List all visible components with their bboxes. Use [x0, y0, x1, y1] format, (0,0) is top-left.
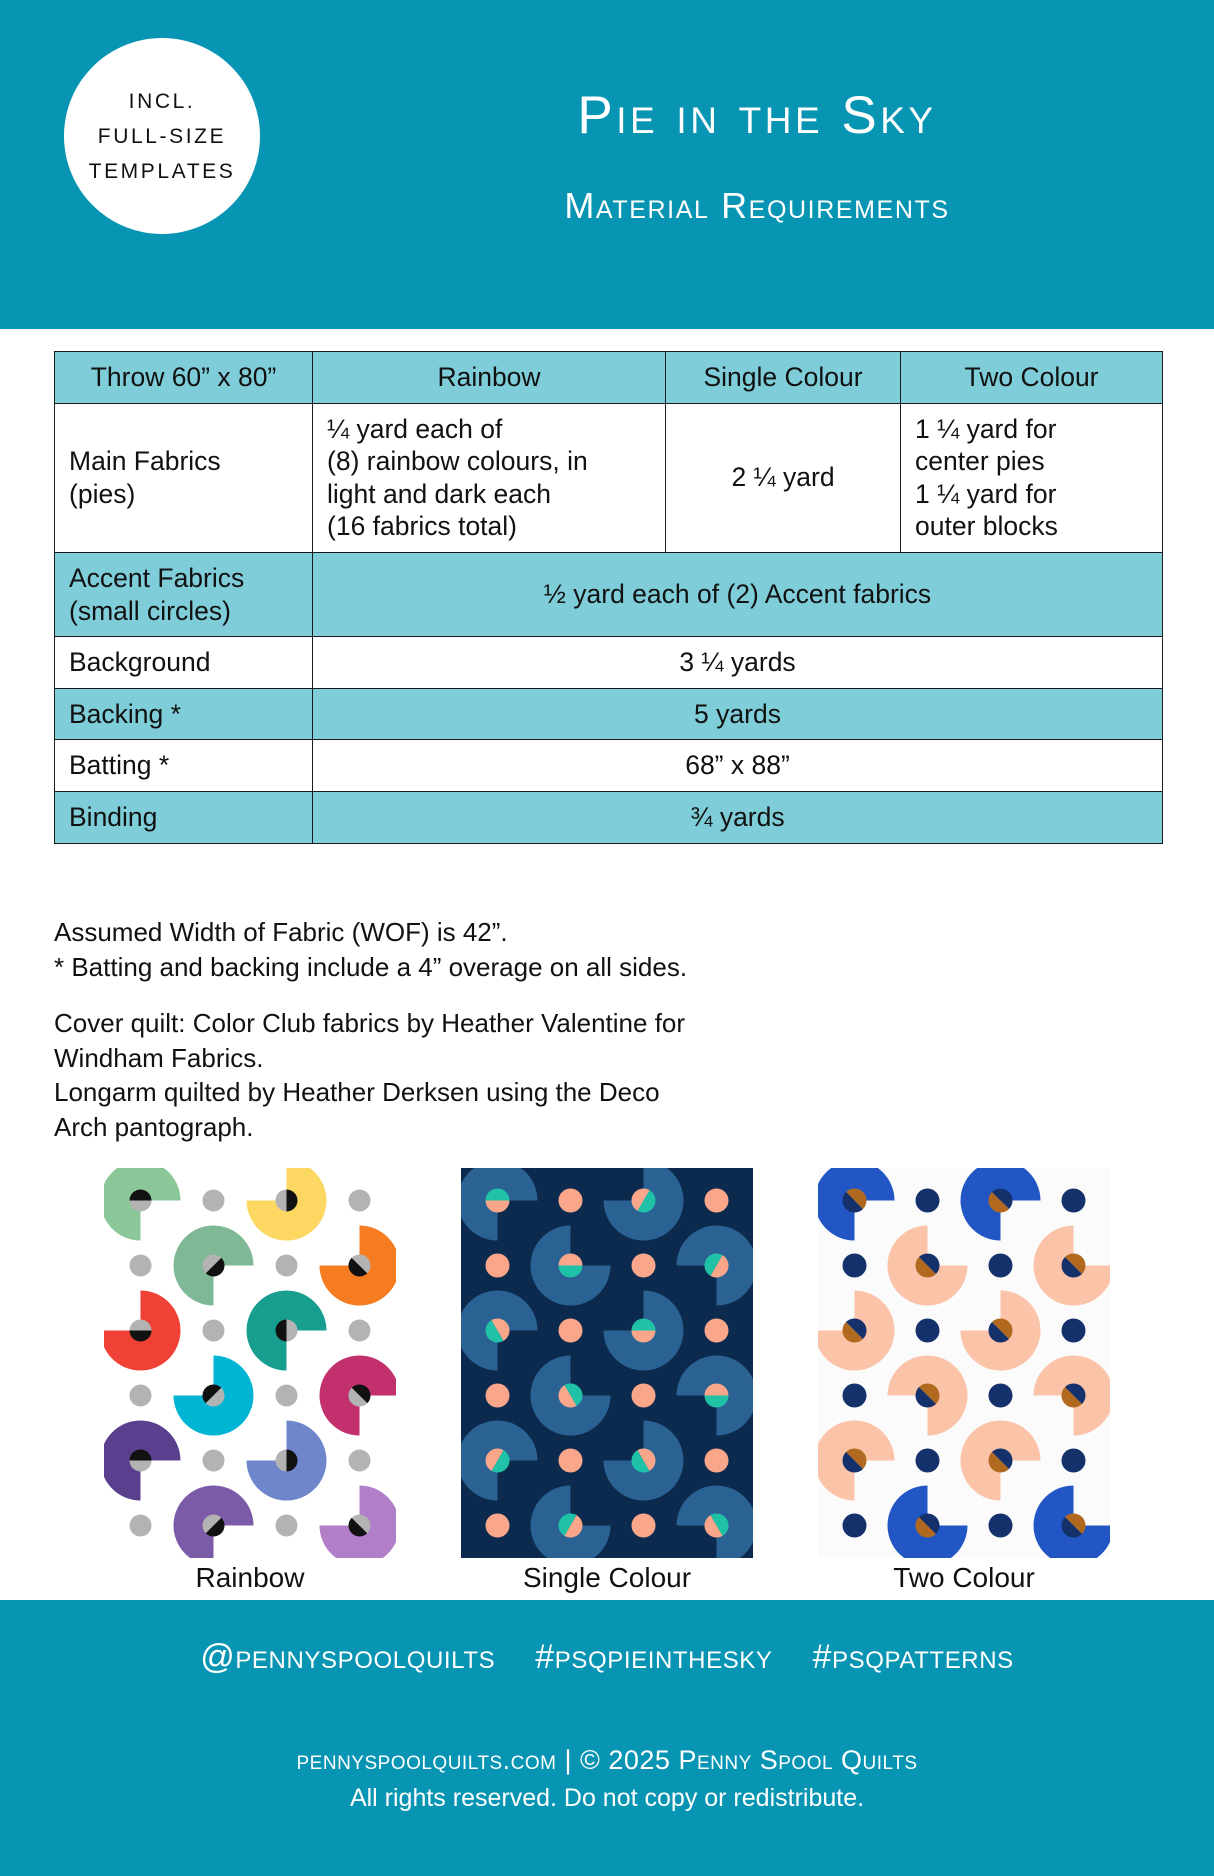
quilt-image-single-colour: [461, 1168, 753, 1558]
cell-backing-value: 5 yards: [313, 688, 1163, 740]
quilt-image-rainbow: [104, 1168, 396, 1558]
page-title: Pie in the Sky: [577, 86, 937, 145]
quilt-gallery: [0, 1168, 1214, 1593]
page-subtitle: Material Requirements: [564, 185, 950, 226]
note-longarm-1: Longarm quilted by Heather Derksen using the Deco: [54, 1077, 660, 1108]
quilt-caption-two-colour: Two Colour: [893, 1562, 1035, 1593]
rights-line: All rights reserved. Do not copy or redistribute.: [349, 1784, 865, 1813]
row-label-background: Background: [55, 637, 313, 689]
column-header-single-colour: Single Colour: [666, 352, 901, 404]
badge-line-2: FULL-SIZE: [97, 124, 227, 148]
note-longarm-2: Arch pantograph.: [54, 1111, 254, 1142]
cell-main-rainbow: ¼ yard each of (8) rainbow colours, in light and dark each (16 fabrics total): [313, 403, 666, 552]
copyright-line: pennyspoolquilts.com | © 2025 Penny Spool Quilts: [296, 1745, 918, 1775]
social-hashtag-patterns[interactable]: #psqpatterns: [812, 1638, 1014, 1676]
row-label-batting: Batting *: [55, 740, 313, 792]
social-handles: [200, 1638, 1014, 1677]
quilt-caption-rainbow: Rainbow: [195, 1562, 305, 1593]
page-footer: [0, 1600, 1214, 1876]
note-wof: Assumed Width of Fabric (WOF) is 42”.: [54, 917, 508, 947]
table-row-binding: [55, 791, 1163, 843]
full-size-templates-badge: [64, 38, 260, 234]
badge-line-1: INCL.: [128, 89, 196, 113]
table-row-batting: [55, 740, 1163, 792]
row-label-main-fabrics: Main Fabrics (pies): [55, 403, 313, 552]
note-cover-quilt-2: Windham Fabrics.: [54, 1042, 264, 1073]
title-block: [300, 0, 1214, 329]
note-overage: * Batting and backing include a 4” overage on all sides.: [54, 951, 688, 982]
notes-block: [54, 915, 954, 1144]
cell-binding-value: ¾ yards: [313, 791, 1163, 843]
row-label-accent-fabrics: Accent Fabrics (small circles): [55, 552, 313, 636]
row-label-backing: Backing *: [55, 688, 313, 740]
material-requirements-table: [54, 351, 1163, 844]
column-header-rainbow: Rainbow: [313, 352, 666, 404]
cell-main-single: 2 ¼ yard: [666, 403, 901, 552]
table-row-background: [55, 637, 1163, 689]
badge-line-3: TEMPLATES: [88, 159, 236, 183]
note-cover-quilt-1: Cover quilt: Color Club fabrics by Heather Valentine for: [54, 1008, 686, 1039]
table-row-accent-fabrics: [55, 552, 1163, 636]
table-row-main-fabrics: [55, 403, 1163, 552]
table-header-row: [55, 352, 1163, 404]
cell-background-value: 3 ¼ yards: [313, 637, 1163, 689]
cell-main-two: 1 ¼ yard for center pies 1 ¼ yard for outer blocks: [901, 403, 1163, 552]
row-label-binding: Binding: [55, 791, 313, 843]
social-handle-instagram[interactable]: @pennyspoolquilts: [200, 1638, 496, 1676]
social-hashtag-pattern[interactable]: #psqpieinthesky: [535, 1638, 773, 1676]
quilt-caption-single-colour: Single Colour: [522, 1562, 692, 1593]
quilt-image-two-colour: [818, 1168, 1110, 1558]
column-header-size: Throw 60” x 80”: [55, 352, 313, 404]
column-header-two-colour: Two Colour: [901, 352, 1163, 404]
page-header: [0, 0, 1214, 329]
table-row-backing: [55, 688, 1163, 740]
notes-spacer: [54, 984, 954, 1006]
cell-accent-value: ½ yard each of (2) Accent fabrics: [313, 552, 1163, 636]
cell-batting-value: 68” x 88”: [313, 740, 1163, 792]
